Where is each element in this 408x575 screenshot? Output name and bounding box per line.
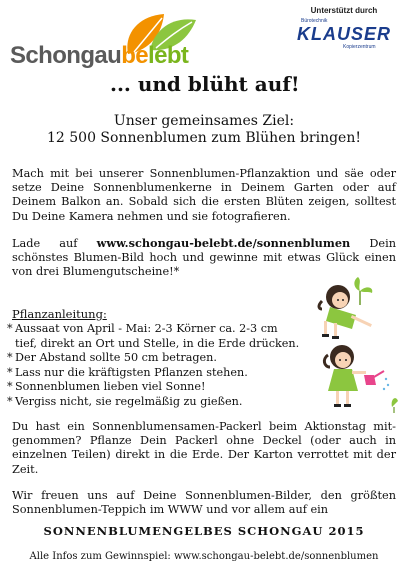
headline: ... und blüht auf! xyxy=(110,72,300,96)
instruction-item: * Aussaat von April - Mai: 2-3 Körner ca. 2-3 cm xyxy=(7,322,278,335)
girls-gardening-illustration xyxy=(312,275,404,415)
sponsor-tagline-bottom: Kopierzentrum xyxy=(343,44,376,50)
bullet: * xyxy=(7,365,13,379)
upload-text-after: Dein schönstes Blumen-Bild hoch und gewinne mit etwas Glück einen von drei Blumengutscheine!* xyxy=(12,237,396,279)
slogan: SONNENBLUMENGELBES SCHONGAU 2015 xyxy=(43,524,365,538)
sponsor-tagline-top: Bürotechnik xyxy=(301,18,328,24)
girl-with-watering-can-icon xyxy=(324,345,398,413)
closing-paragraph: Wir freuen uns auf Deine Sonnenblumen-Bilder, den größten Sonnenblumen-Teppich im WWW und vor allem auf ein xyxy=(12,489,396,517)
bullet: * xyxy=(7,351,13,365)
instruction-item: * Lass nur die kräftigsten Pflanzen stehen. xyxy=(7,365,248,379)
instruction-item: * Der Abstand sollte 50 cm betragen. xyxy=(7,351,217,365)
bullet: * xyxy=(7,394,13,408)
upload-url[interactable]: www.schongau-belebt.de/sonnenblumen xyxy=(96,236,351,250)
goal-line-2: 12 500 Sonnenblumen zum Blühen bringen! xyxy=(47,130,361,146)
seed-packet-paragraph: Du hast ein Sonnenblumensamen-Packerl beim Aktionstag mit-genommen? Pflanze Dein Packerl ohne Deckel (oder auch in einzelnen Teilen) direkt in die Erde. Der Karton verrottet mit der Zeit. xyxy=(12,420,396,476)
logo-text-be: be xyxy=(121,42,149,69)
instructions-title: Pflanzanleitung: xyxy=(12,307,107,321)
instruction-item: * Vergiss nicht, sie regelmäßig zu gießen. xyxy=(7,394,243,408)
instruction-item-continued: tief, direkt an Ort und Stelle, in die Erde drücken. xyxy=(15,336,300,350)
girl-with-sprout-icon xyxy=(319,277,372,339)
logo-wordmark xyxy=(10,42,188,70)
bullet: * xyxy=(7,380,13,394)
intro-paragraph: Mach mit bei unserer Sonnenblumen-Pflanzaktion und säe oder setze Deine Sonnenblumenkerne in Deinem Garten oder auf Deinem Balkon an. Sobald sich die ersten Blüten zeigen, solltest Du Deine Kamera nehmen und sie fotografieren. xyxy=(12,167,396,223)
sponsor-brand: KLAUSER xyxy=(297,24,392,44)
upload-paragraph xyxy=(12,236,396,280)
sponsor-label: Unterstützt durch xyxy=(310,6,378,15)
goal-line-1: Unser gemeinsames Ziel: xyxy=(113,113,295,129)
footer-info: Alle Infos zum Gewinnspiel: www.schongau-belebt.de/sonnenblumen xyxy=(29,551,379,562)
logo-text-lebt: lebt xyxy=(148,42,189,69)
logo-text-schongau: Schongau xyxy=(10,42,122,69)
sponsor-logo xyxy=(293,18,395,48)
schongau-belebt-logo xyxy=(8,10,213,72)
upload-text-before: Lade auf xyxy=(12,237,97,250)
instruction-item: * Sonnenblumen lieben viel Sonne! xyxy=(7,380,206,394)
bullet: * xyxy=(7,322,13,335)
sponsor-block xyxy=(286,6,402,48)
instructions-list xyxy=(7,322,307,410)
